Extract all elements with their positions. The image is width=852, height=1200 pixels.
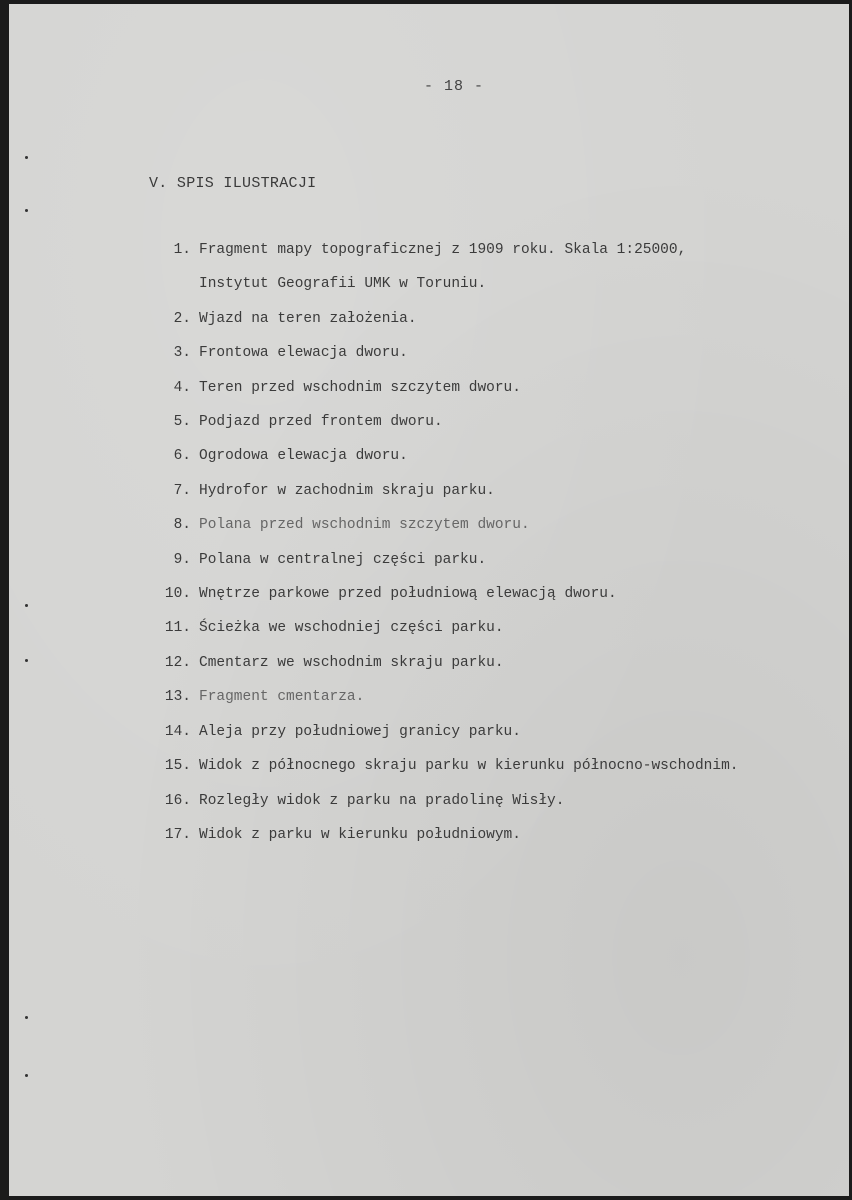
margin-mark [25,604,28,607]
item-text: Podjazd przed frontem dworu. [199,414,443,431]
item-number: 9. [173,551,191,568]
margin-mark [25,156,28,159]
list-item [157,818,852,852]
item-text: Ogrodowa elewacja dworu. [199,448,408,465]
item-number: 2. [173,310,191,327]
list-item [157,577,852,611]
list-item [157,543,852,577]
item-number: 16. [164,792,191,809]
item-text: Ścieżka we wschodniej części parku. [199,620,504,637]
item-text: Hydrofor w zachodnim skraju parku. [199,482,495,499]
item-number: 3. [173,345,191,362]
item-number: 12. [164,654,191,671]
item-number: 11. [164,620,191,637]
list-item [157,302,852,336]
list-item [157,405,852,439]
item-text: Frontowa elewacja dworu. [199,345,408,362]
list-item [157,749,852,783]
section-heading: V. SPIS ILUSTRACJI [149,175,317,192]
list-item [157,611,852,645]
item-text: Rozległy widok z parku na pradolinę Wisły. [199,792,565,809]
list-item [157,715,852,749]
item-number: 4. [173,379,191,396]
list-item [157,508,852,542]
margin-mark [25,1016,28,1019]
item-text: Cmentarz we wschodnim skraju parku. [199,654,504,671]
margin-mark [25,209,28,212]
item-text: Fragment mapy topograficznej z 1909 roku. Skala 1:25000, [199,242,687,258]
item-text-continuation: Instytut Geografii UMK w Toruniu. [199,276,487,293]
item-number: 17. [164,826,191,843]
item-text: Wjazd na teren założenia. [199,310,417,327]
list-item [157,439,852,473]
item-text: Wnętrze parkowe przed południową elewacją dworu. [199,586,617,603]
item-text: Widok z północnego skraju parku w kierunku północno-wschodnim. [199,758,739,775]
item-text: Polana przed wschodnim szczytem dworu. [199,517,530,534]
item-text: Fragment cmentarza. [199,689,365,706]
item-text: Widok z parku w kierunku południowym. [199,826,521,843]
list-item [157,784,852,818]
document-page [9,4,849,1196]
item-number: 10. [164,586,191,603]
item-number: 13. [164,689,191,706]
item-number: 6. [173,448,191,465]
item-number: 5. [173,414,191,431]
list-item [157,233,852,302]
list-item [157,371,852,405]
page-number: - 18 - [424,78,485,95]
item-number: 14. [164,723,191,740]
margin-mark [25,1074,28,1077]
item-text: Teren przed wschodnim szczytem dworu. [199,379,521,396]
illustration-list [157,233,852,852]
list-item [157,474,852,508]
list-item [157,646,852,680]
item-number: 15. [164,758,191,775]
item-number: 1. [173,242,191,258]
item-number: 8. [173,517,191,534]
list-item [157,336,852,370]
item-number: 7. [173,482,191,499]
margin-mark [25,659,28,662]
item-text: Polana w centralnej części parku. [199,551,487,568]
list-item [157,680,852,714]
item-text: Aleja przy południowej granicy parku. [199,723,521,740]
